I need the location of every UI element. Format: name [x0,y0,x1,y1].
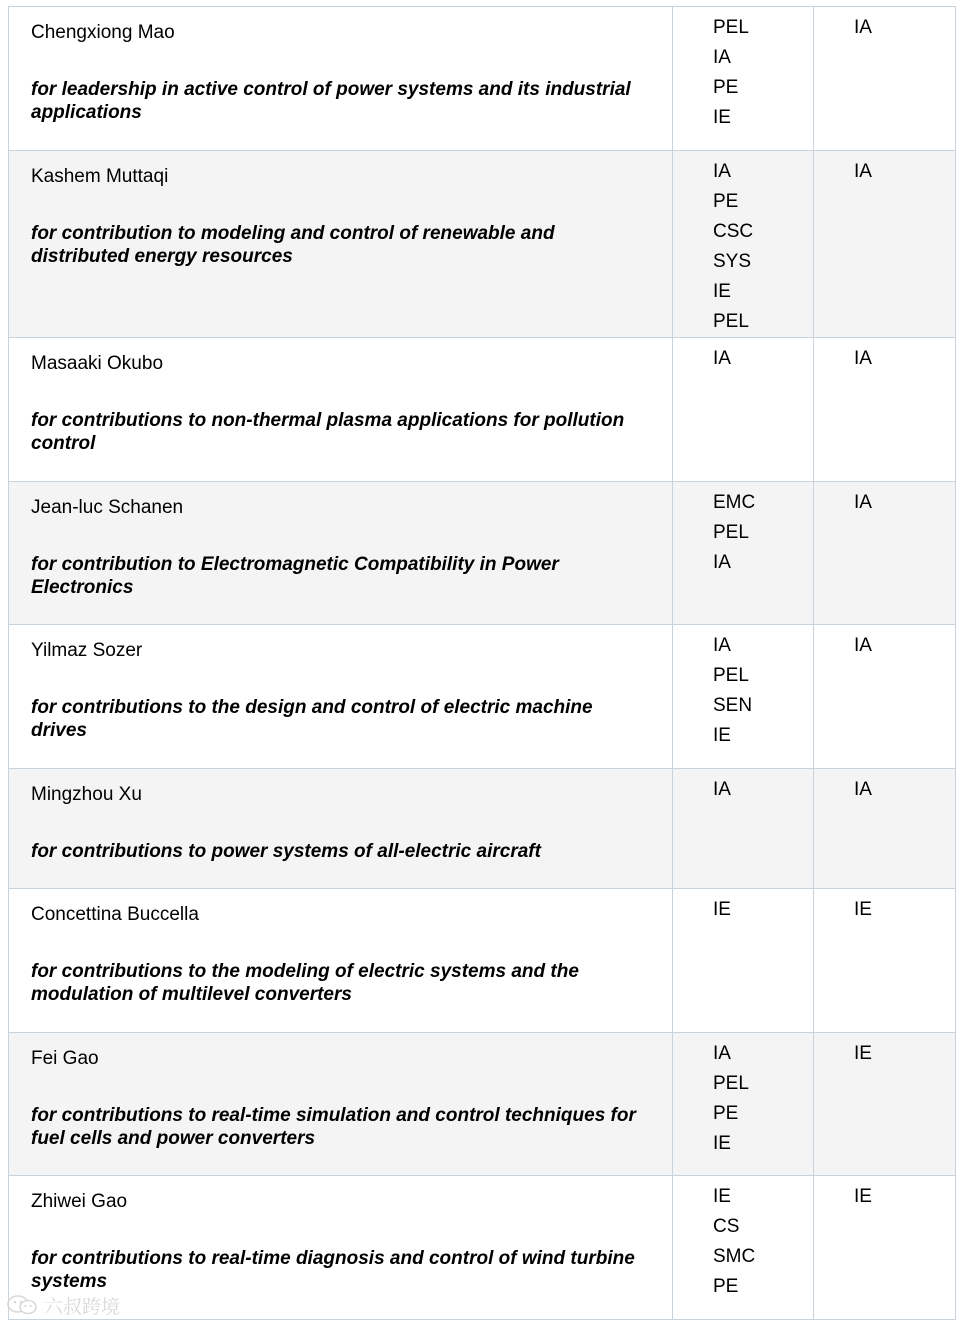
fellow-citation: for leadership in active control of power systems and its industrial applications [31,79,631,123]
sponsor-code: IE [854,899,872,920]
fellow-cell [9,7,673,150]
society-code: PEL [713,522,749,543]
sponsor-code: IE [854,1186,872,1207]
watermark-text: 六叔跨境 [44,1295,121,1318]
sponsor-code: IE [854,1043,872,1064]
fellow-name: Mingzhou Xu [31,784,142,805]
sponsor-code: IA [854,348,872,369]
sponsor-code: IA [854,17,872,38]
fellow-citation: for contribution to modeling and control of renewable and distributed energy resources [31,223,555,267]
sponsor-code: IA [854,779,872,800]
sponsor-cell [814,1176,955,1319]
sponsor-code: IA [854,161,872,182]
fellow-name: Masaaki Okubo [31,353,164,374]
societies-cell [673,151,814,337]
table-row [9,889,955,1033]
society-code: SMC [713,1246,756,1267]
fellow-name: Concettina Buccella [31,904,199,925]
fellow-cell [9,889,673,1032]
society-code: PEL [713,17,749,38]
societies-cell [673,889,814,1032]
sponsor-cell [814,151,955,337]
fellow-citation: for contributions to real-time diagnosis and control of wind turbine systems [31,1248,635,1292]
society-code: EMC [713,492,756,513]
sponsor-cell [814,889,955,1032]
society-code: PE [713,1103,739,1124]
societies-cell [673,1033,814,1175]
society-code: IA [713,1043,731,1064]
watermark [6,1292,136,1318]
table-row [9,338,955,482]
sponsor-cell [814,625,955,768]
society-code: PEL [713,665,749,686]
wechat-logo-icon [6,1294,40,1316]
table-row [9,151,955,338]
society-code: PE [713,191,739,212]
society-code: IE [713,107,731,128]
fellow-citation: for contributions to non-thermal plasma applications for pollution control [31,410,625,454]
society-code: IA [713,47,731,68]
fellow-citation: for contributions to real-time simulation and control techniques for fuel cells and power converters [31,1105,636,1149]
sponsor-cell [814,769,955,888]
sponsor-code: IA [854,492,872,513]
society-code: IE [713,1186,731,1207]
society-code: PEL [713,311,749,332]
societies-cell [673,625,814,768]
table-row [9,482,955,625]
fellow-name: Fei Gao [31,1048,99,1069]
fellow-name: Yilmaz Sozer [31,640,143,661]
society-code: IE [713,725,731,746]
fellow-name: Zhiwei Gao [31,1191,128,1212]
society-code: SEN [713,695,753,716]
table-row [9,769,955,889]
society-code: PEL [713,1073,749,1094]
fellow-citation: for contribution to Electromagnetic Compatibility in Power Electronics [31,554,559,598]
fellow-name: Jean-luc Schanen [31,497,184,518]
table-row [9,1176,955,1320]
fellow-citation: for contributions to the design and control of electric machine drives [31,697,593,741]
fellow-name: Chengxiong Mao [31,22,175,43]
sponsor-cell [814,338,955,481]
society-code: IE [713,281,731,302]
sponsor-cell [814,1033,955,1175]
fellow-cell [9,151,673,337]
societies-cell [673,7,814,150]
society-code: IA [713,348,731,369]
societies-cell [673,338,814,481]
sponsor-cell [814,482,955,624]
societies-cell [673,482,814,624]
society-code: CSC [713,221,754,242]
societies-cell [673,1176,814,1319]
society-code: IA [713,161,731,182]
table-row [9,7,955,151]
fellow-cell [9,769,673,888]
fellow-cell [9,482,673,624]
fellows-table [8,6,956,1320]
sponsor-cell [814,7,955,150]
societies-cell [673,769,814,888]
fellow-cell [9,625,673,768]
table-row [9,1033,955,1176]
fellow-citation: for contributions to the modeling of electric systems and the modulation of multilevel converters [31,961,579,1005]
society-code: IE [713,899,731,920]
society-code: IA [713,779,731,800]
sponsor-code: IA [854,635,872,656]
fellow-cell [9,1033,673,1175]
fellow-name: Kashem Muttaqi [31,166,169,187]
society-code: IA [713,635,731,656]
table-row [9,625,955,769]
society-code: IE [713,1133,731,1154]
fellow-citation: for contributions to power systems of all-electric aircraft [31,841,541,862]
society-code: SYS [713,251,752,272]
society-code: IA [713,552,731,573]
fellow-cell [9,338,673,481]
society-code: PE [713,77,739,98]
society-code: PE [713,1276,739,1297]
society-code: CS [713,1216,740,1237]
